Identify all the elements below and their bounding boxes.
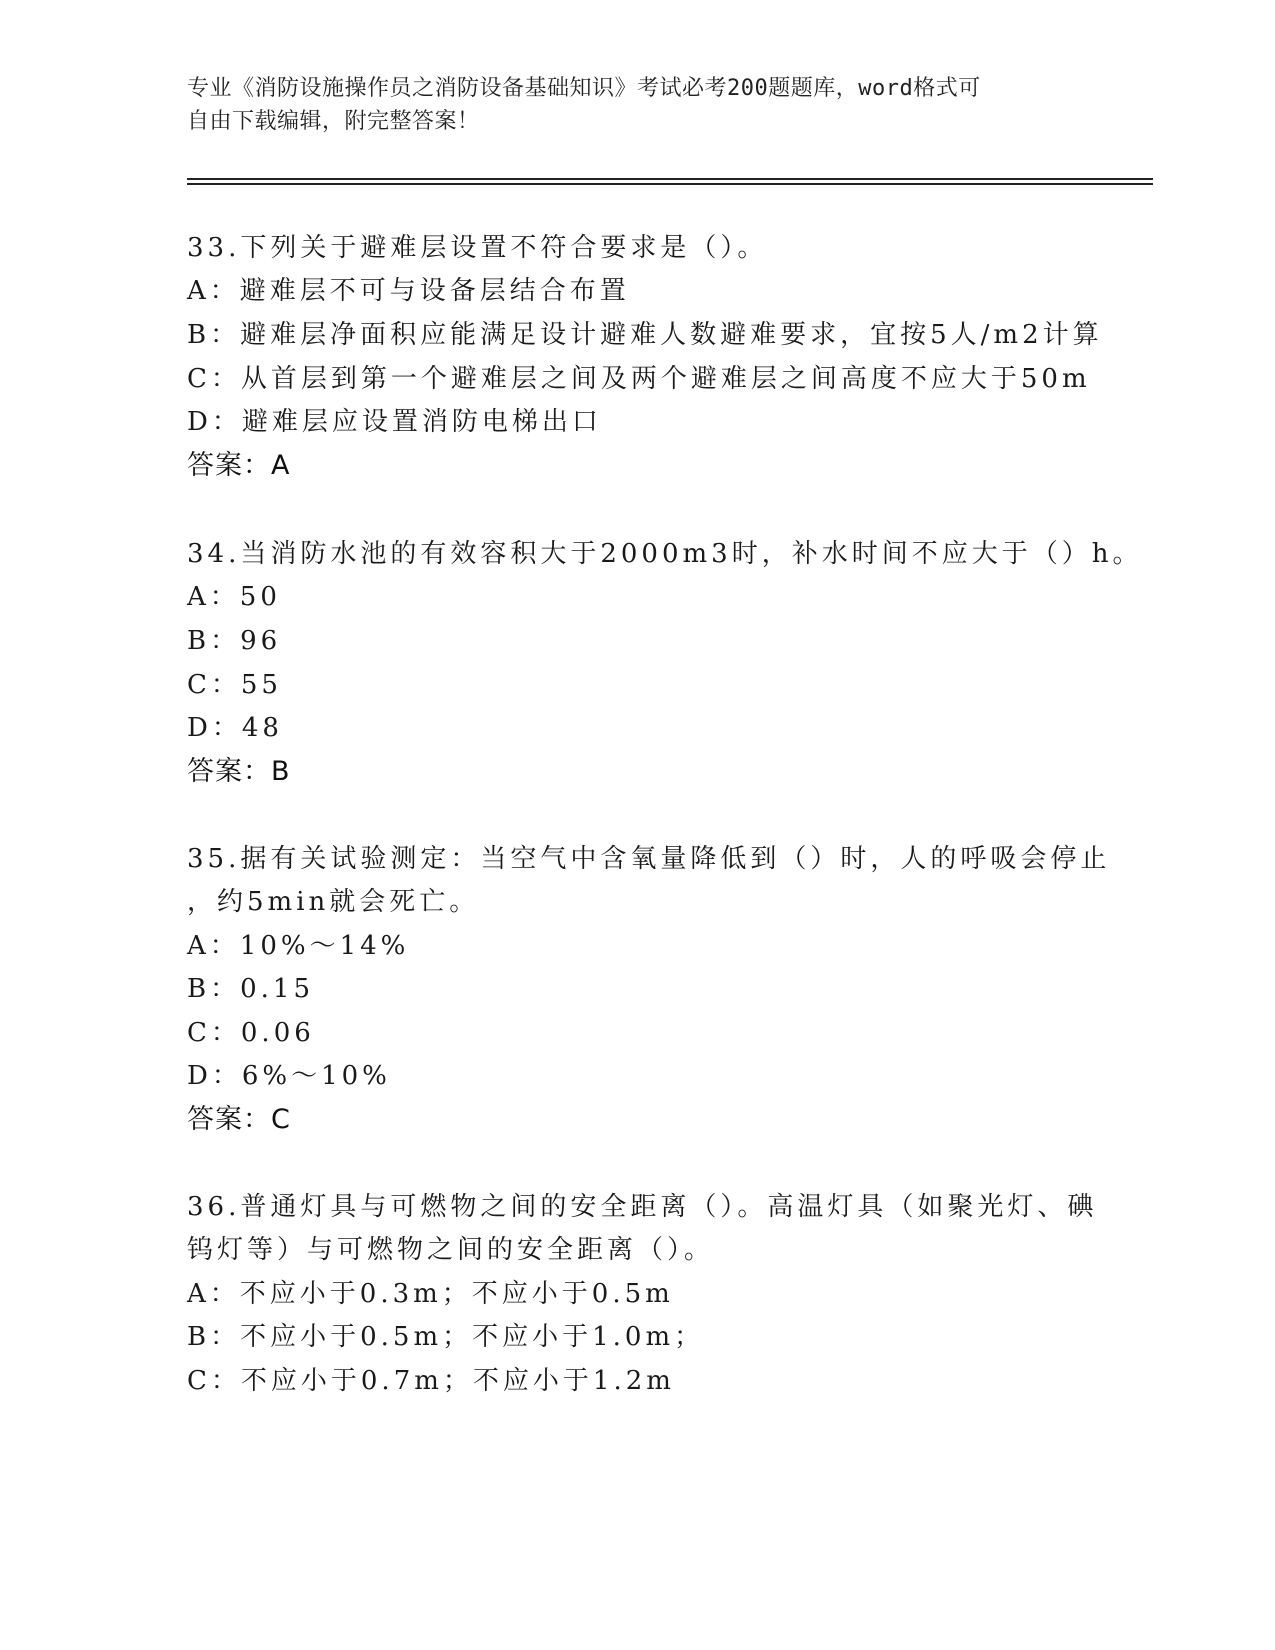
question-33-answer: 答案：A xyxy=(187,450,291,481)
question-33-option-b: B：避难层净面积应能满足设计避难人数避难要求，宜按5人/m2计算 xyxy=(187,320,1103,350)
question-33-stem: 33.下列关于避难层设置不符合要求是（）。 xyxy=(187,233,768,263)
question-35-stem-continued: ，约5min就会死亡。 xyxy=(187,887,480,917)
question-36-option-b: B：不应小于0.5m；不应小于1.0m； xyxy=(187,1322,705,1352)
question-34-stem: 34.当消防水池的有效容积大于2000m3时，补水时间不应大于（）h。 xyxy=(187,539,1143,569)
question-33-option-c: C：从首层到第一个避难层之间及两个避难层之间高度不应大于50m xyxy=(187,364,1091,394)
question-35-option-d: D：6%～10% xyxy=(187,1061,391,1091)
question-34-answer: 答案：B xyxy=(187,756,291,787)
question-33-option-d: D：避难层应设置消防电梯出口 xyxy=(187,407,602,437)
question-34-option-d: D：48 xyxy=(187,713,283,743)
question-33-option-a: A：避难层不可与设备层结合布置 xyxy=(187,276,630,306)
question-34-option-a: A：50 xyxy=(187,582,281,612)
question-35-option-c: C：0.06 xyxy=(187,1018,315,1048)
question-35-option-b: B：0.15 xyxy=(187,974,314,1004)
header-rule-top xyxy=(187,178,1153,180)
document-header xyxy=(187,72,1087,138)
header-line-1: 专业《消防设施操作员之消防设备基础知识》考试必考200题题库，word格式可 xyxy=(187,76,981,101)
question-35-option-a: A：10%～14% xyxy=(187,931,410,961)
question-35-answer: 答案：C xyxy=(187,1104,291,1135)
question-36-option-a: A：不应小于0.3m；不应小于0.5m xyxy=(187,1279,674,1309)
header-rule-bottom xyxy=(187,183,1153,185)
question-34-option-c: C：55 xyxy=(187,670,282,700)
header-line-2: 自由下载编辑，附完整答案！ xyxy=(187,109,480,134)
question-34-option-b: B：96 xyxy=(187,626,282,656)
question-36-option-c: C：不应小于0.7m；不应小于1.2m xyxy=(187,1366,675,1396)
question-36-stem: 36.普通灯具与可燃物之间的安全距离（）。高温灯具（如聚光灯、碘 xyxy=(187,1192,1098,1222)
question-35-stem: 35.据有关试验测定：当空气中含氧量降低到（）时，人的呼吸会停止 xyxy=(187,844,1111,874)
question-36-stem-continued: 钨灯等）与可燃物之间的安全距离（）。 xyxy=(187,1235,715,1265)
